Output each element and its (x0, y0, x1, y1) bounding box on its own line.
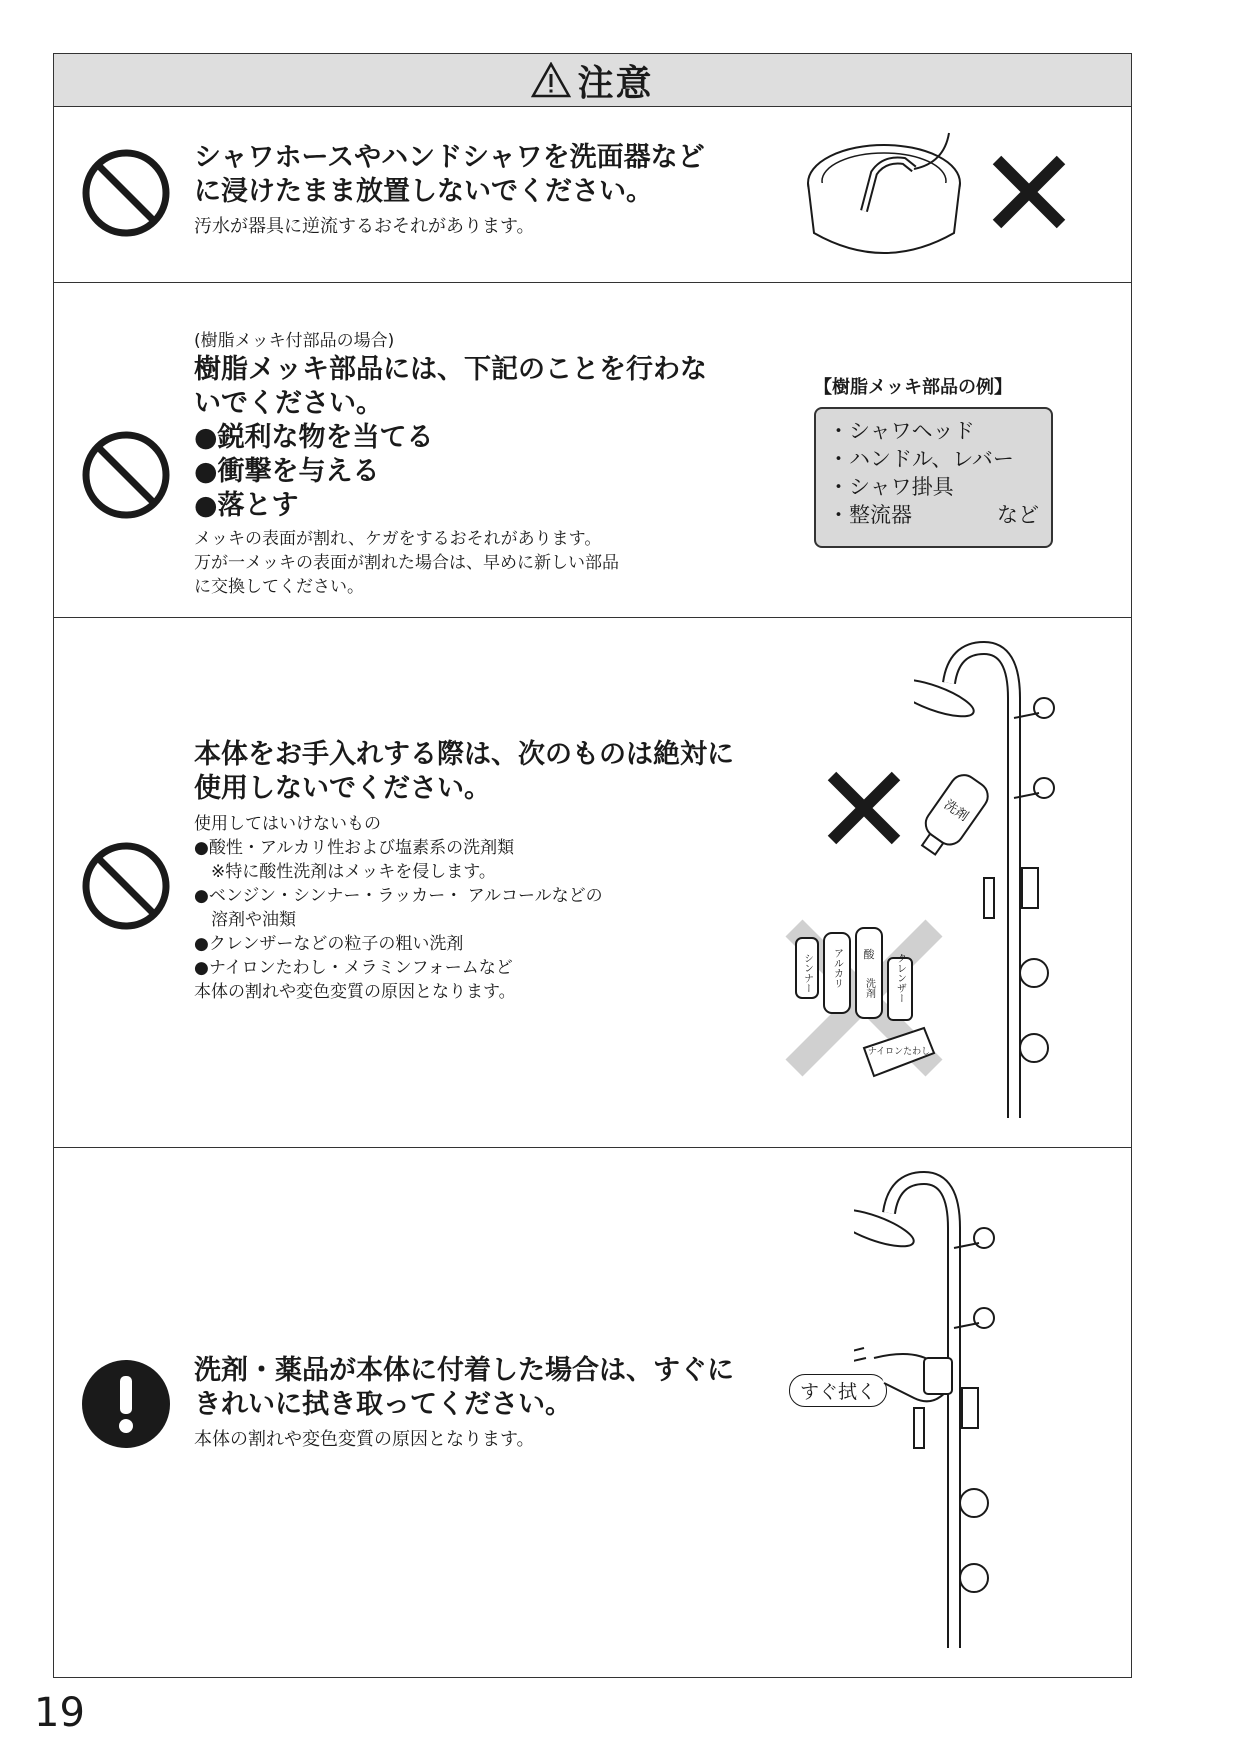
bullet-item: ●衝撃を与える (194, 456, 380, 487)
section-cleaning (54, 618, 1131, 1148)
section-heading-line: いでください。 (194, 388, 383, 419)
section-note: 本体の割れや変色変質の原因となります。 (194, 1429, 535, 1450)
example-box (814, 407, 1053, 548)
note-line: 万が一メッキの表面が割れた場合は、早めに新しい部品 (194, 553, 619, 573)
section-heading-line: シャワホースやハンドシャワを洗面器など (194, 142, 705, 173)
body-line: ●ベンジン・シンナー・ラッカー・ アルコールなどの (194, 886, 603, 906)
example-item: ・整流器 (828, 503, 912, 527)
caution-frame (53, 53, 1132, 1678)
prohibition-icon (80, 840, 172, 932)
body-line: ※特に酸性洗剤はメッキを侵します。 (194, 862, 496, 882)
bottle-label: アルカリ (831, 948, 843, 988)
shower-column-wipe-illustration (854, 1158, 1074, 1658)
example-item: ・ハンドル、レバー (828, 447, 1014, 471)
section-heading-line: に浸けたまま放置しないでください。 (194, 176, 653, 207)
section-basin (54, 107, 1131, 283)
caution-header (54, 54, 1131, 107)
prohibition-icon (80, 147, 172, 239)
mandatory-action-icon (80, 1358, 172, 1450)
example-last-row (828, 501, 1039, 529)
header-title: 注意 (577, 62, 654, 104)
body-line: ●ナイロンたわし・メラミンフォームなど (194, 958, 513, 978)
section-heading-line: 樹脂メッキ部品には、下記のことを行わな (194, 354, 707, 385)
example-suffix: など (997, 503, 1039, 527)
body-line: 溶剤や油類 (194, 910, 296, 930)
note-line: メッキの表面が割れ、ケガをするおそれがあります。 (194, 529, 602, 549)
section-heading-line: 本体をお手入れする際は、次のものは絶対に (194, 739, 734, 770)
warning-triangle-icon (531, 62, 571, 98)
page-number: 19 (34, 1690, 85, 1736)
sponge-label: ナイロンたわし (867, 1047, 931, 1057)
example-item: ・シャワヘッド (828, 419, 975, 443)
bullet-item: ●鋭利な物を当てる (194, 422, 434, 453)
shower-column-illustration (914, 628, 1114, 1128)
bullet-item: ●落とす (194, 490, 299, 521)
spray-label: 洗剤 (940, 797, 971, 825)
body-line: 本体の割れや変色変質の原因となります。 (194, 982, 516, 1002)
body-line: ●酸性・アルカリ性および塩素系の洗剤類 (194, 838, 515, 858)
body-line: 使用してはいけないもの (194, 814, 381, 834)
section-plating (54, 283, 1131, 618)
can-label: クレンザー (894, 953, 906, 1003)
example-item: ・シャワ掛具 (828, 475, 954, 499)
example-label: 【樹脂メッキ部品の例】 (814, 377, 1012, 398)
section-heading-line: きれいに拭き取ってください。 (194, 1389, 572, 1420)
cross-mark-icon (989, 152, 1069, 232)
bottle-label: 酸 (863, 948, 875, 961)
body-line: ●クレンザーなどの粒子の粗い洗剤 (194, 934, 464, 954)
wipe-callout: すぐ拭く (789, 1374, 887, 1407)
bottle-label: 洗剤 (863, 978, 875, 998)
section-sub: (樹脂メッキ付部品の場合) (194, 331, 395, 351)
note-line: に交換してください。 (194, 577, 364, 597)
basin-illustration (804, 123, 974, 263)
prohibition-icon (80, 429, 172, 521)
section-heading-line: 洗剤・薬品が本体に付着した場合は、すぐに (194, 1355, 734, 1386)
forbidden-cleaners-illustration (784, 918, 944, 1088)
bottle-label: シンナー (801, 953, 813, 993)
section-heading-line: 使用しないでください。 (194, 773, 491, 804)
section-wipe (54, 1148, 1131, 1679)
cross-mark-icon (824, 768, 904, 848)
section-note: 汚水が器具に逆流するおそれがあります。 (194, 216, 535, 237)
